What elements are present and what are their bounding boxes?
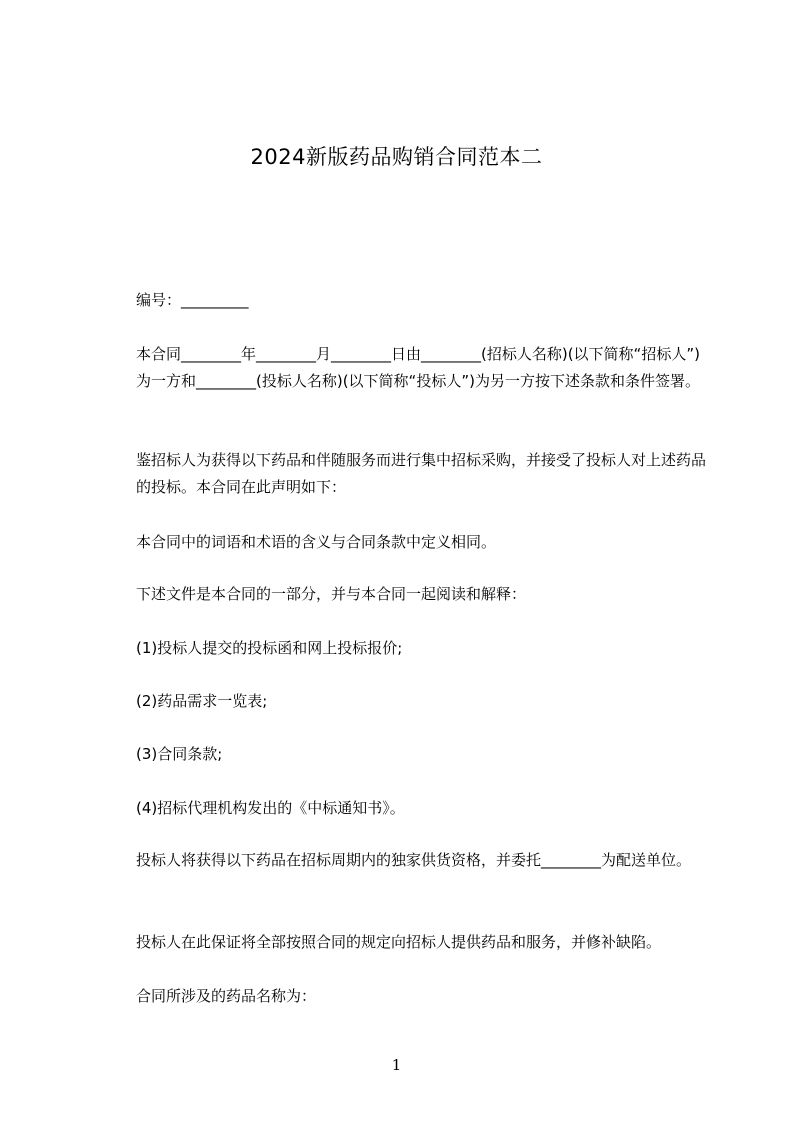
list-item-3: (3)合同条款; xyxy=(136,745,223,763)
paragraph-exclusive-supply: 投标人将获得以下药品在招标周期内的独家供货资格，并委托________为配送单位。 xyxy=(136,851,692,869)
contract-number-line: 编号：_________ xyxy=(136,291,249,309)
document-title: 2024新版药品购销合同范本二 xyxy=(250,145,543,169)
list-item-2: (2)药品需求一览表; xyxy=(136,692,268,710)
paragraph-preamble: 鉴招标人为获得以下药品和伴随服务而进行集中招标采购，并接受了投标人对上述药品的投标。本合同在此声明如下： xyxy=(136,451,707,496)
list-item-4: (4)招标代理机构发出的《中标通知书》。 xyxy=(136,799,405,817)
page-number: 1 xyxy=(391,1056,402,1074)
paragraph-definitions: 本合同中的词语和术语的含义与合同条款中定义相同。 xyxy=(136,533,497,551)
paragraph-parties: 本合同________年________月________日由________(招标人名称)(以下简称“招标人”)为一方和________(投标人名称)(以下简称“投标人”)为另一方按下述条款和条件签署。 xyxy=(136,345,700,390)
paragraph-documents-intro: 下述文件是本合同的一部分，并与本合同一起阅读和解释： xyxy=(136,585,527,603)
list-item-1: (1)投标人提交的投标函和网上投标报价; xyxy=(136,639,403,657)
paragraph-guarantee: 投标人在此保证将全部按照合同的规定向招标人提供药品和服务，并修补缺陷。 xyxy=(136,933,662,951)
paragraph-drug-names: 合同所涉及的药品名称为： xyxy=(136,987,317,1005)
